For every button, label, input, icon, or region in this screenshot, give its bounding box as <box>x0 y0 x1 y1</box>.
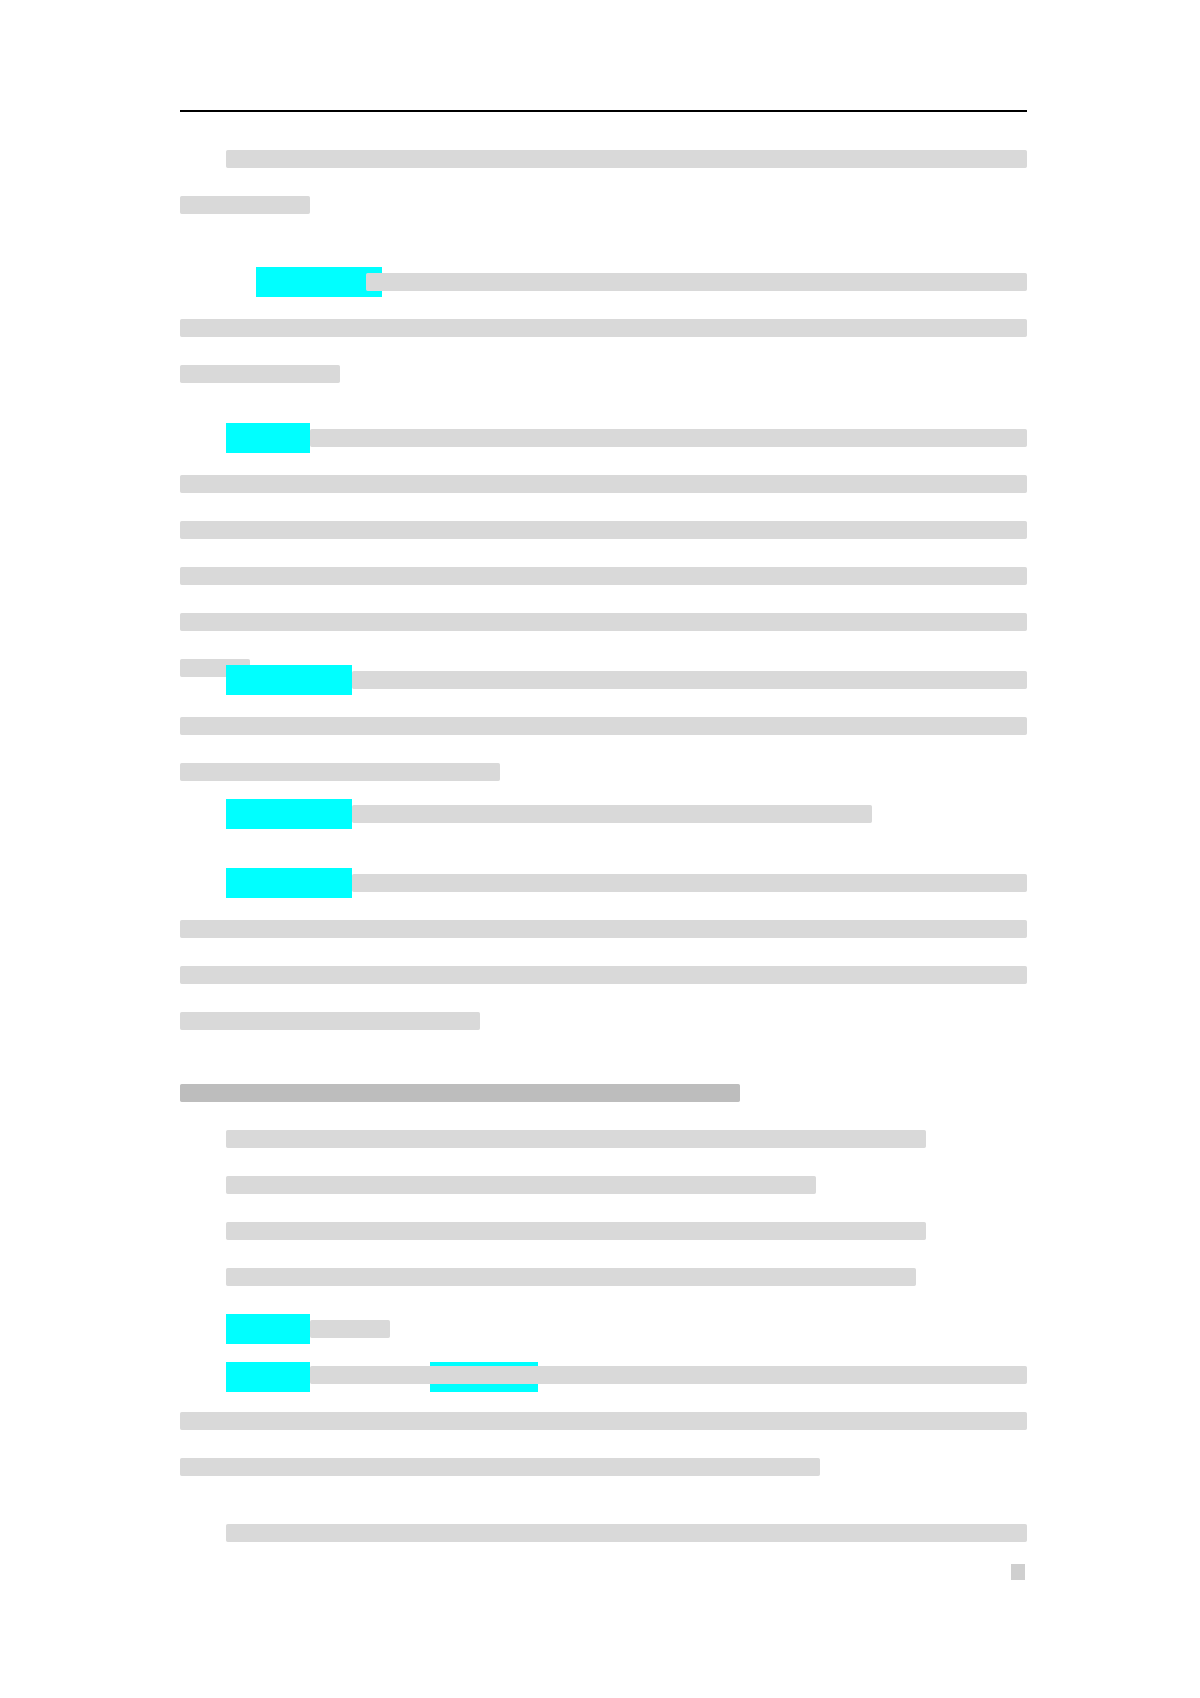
text-line-placeholder <box>310 429 1027 447</box>
text-line-placeholder <box>180 319 1027 337</box>
paragraph <box>180 273 1027 411</box>
text-line-placeholder <box>310 1366 1027 1384</box>
paragraph <box>180 805 1027 851</box>
text-line-placeholder <box>180 763 500 781</box>
paragraph <box>180 1524 1027 1570</box>
text-line-placeholder <box>180 475 1027 493</box>
text-line-placeholder <box>180 521 1027 539</box>
text-line-placeholder <box>180 920 1027 938</box>
option-placeholder <box>226 1176 816 1194</box>
text-line-placeholder <box>310 1320 390 1338</box>
text-line-placeholder <box>352 874 1027 892</box>
paragraph <box>180 671 1027 809</box>
text-line-placeholder <box>226 1524 1027 1542</box>
paragraph <box>180 874 1027 1058</box>
text-line-placeholder <box>180 613 1027 631</box>
header-rule <box>180 110 1027 112</box>
text-line-placeholder <box>180 567 1027 585</box>
text-line-placeholder <box>180 966 1027 984</box>
text-line-placeholder <box>180 1084 740 1102</box>
page-number <box>1011 1564 1025 1580</box>
paragraph <box>180 429 1027 705</box>
text-line-placeholder <box>226 150 1027 168</box>
text-line-placeholder <box>180 717 1027 735</box>
text-line-placeholder <box>180 1458 820 1476</box>
option-placeholder <box>226 1130 926 1148</box>
text-line-placeholder <box>352 671 1027 689</box>
text-line-placeholder <box>180 1012 480 1030</box>
option-placeholder <box>226 1222 926 1240</box>
text-line-placeholder <box>352 805 872 823</box>
option-placeholder <box>226 1268 916 1286</box>
question-block <box>180 1084 1027 1314</box>
text-line-placeholder <box>180 365 340 383</box>
text-line-placeholder <box>180 196 310 214</box>
text-line-placeholder <box>366 273 1027 291</box>
text-line-placeholder <box>180 1412 1027 1430</box>
paragraph <box>180 1320 1027 1504</box>
paragraph <box>180 150 1027 242</box>
